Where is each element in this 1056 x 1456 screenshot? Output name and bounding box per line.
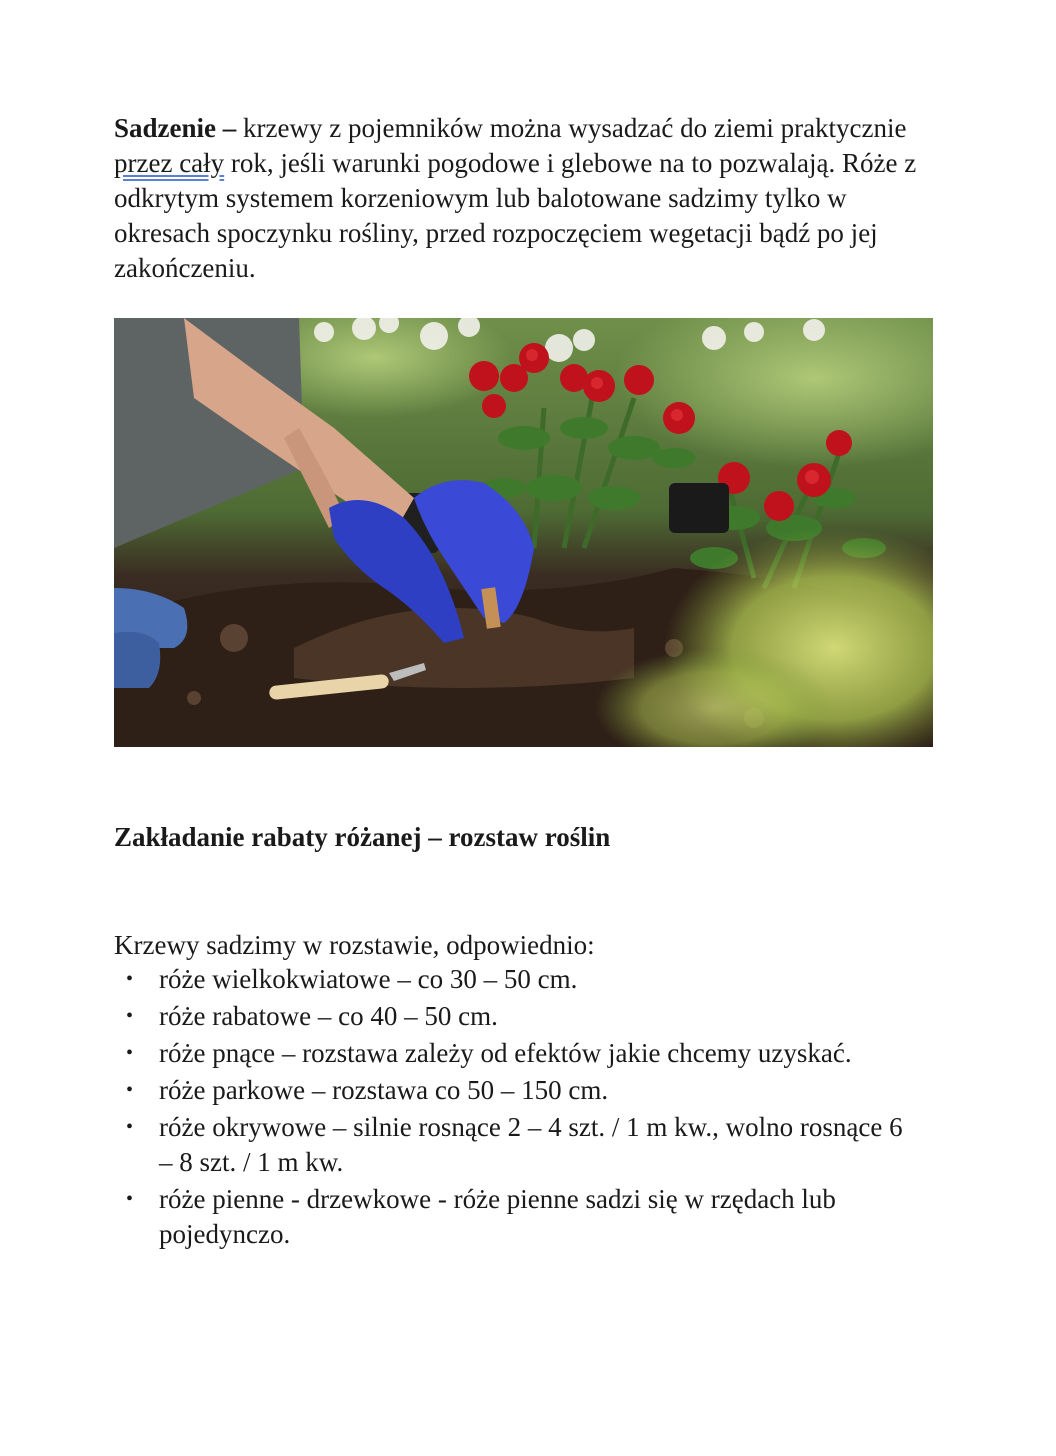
bullet-icon: •	[126, 1116, 134, 1138]
rose-planting-photo	[114, 318, 933, 747]
planting-text-a: krzewy z pojemników można wysadzać do ziemi praktycznie	[236, 113, 907, 143]
list-item-text: róże pienne - drzewkowe - róże pienne sadzi się w rzędach lub pojedynczo.	[159, 1184, 836, 1249]
planting-lead: Sadzenie –	[114, 113, 237, 143]
list-item	[114, 1036, 914, 1071]
spacing-intro: Krzewy sadzimy w rozstawie, odpowiednio:	[114, 930, 595, 960]
planting-paragraph	[114, 111, 934, 286]
bullet-icon: •	[126, 1188, 134, 1210]
list-item	[114, 999, 914, 1034]
list-item-text: róże rabatowe – co 40 – 50 cm.	[159, 1001, 498, 1031]
list-item	[114, 1182, 914, 1252]
list-item-text: róże pnące – rozstawa zależy od efektów jakie chcemy uzyskać.	[159, 1038, 852, 1068]
list-item-text: róże okrywowe – silnie rosnące 2 – 4 szt. / 1 m kw., wolno rosnące 6 – 8 szt. / 1 m kw.	[159, 1112, 903, 1177]
bullet-icon: •	[126, 1079, 134, 1101]
bullet-icon: •	[126, 1042, 134, 1064]
rose-planting-illustration	[114, 318, 933, 747]
list-item-text: róże wielkokwiatowe – co 30 – 50 cm.	[159, 964, 578, 994]
planting-text-b: rok, jeśli warunki pogodowe i glebowe na to pozwalają. Róże z odkrytym systemem korzeniowym lub balotowane sadzimy tylko w okresach spoczynku rośliny, przed rozpoczęciem wegetacji bądź po jej zakończeniu.	[114, 148, 917, 283]
bullet-icon: •	[126, 1005, 134, 1027]
spellcheck-underlined-phrase[interactable]: przez cały	[114, 148, 225, 178]
bullet-icon: •	[126, 968, 134, 990]
list-item-text: róże parkowe – rozstawa co 50 – 150 cm.	[159, 1075, 609, 1105]
spacing-list	[114, 962, 914, 1254]
section-heading: Zakładanie rabaty różanej – rozstaw roślin	[114, 822, 611, 852]
list-item	[114, 1073, 914, 1108]
list-item	[114, 962, 914, 997]
list-item	[114, 1110, 914, 1180]
